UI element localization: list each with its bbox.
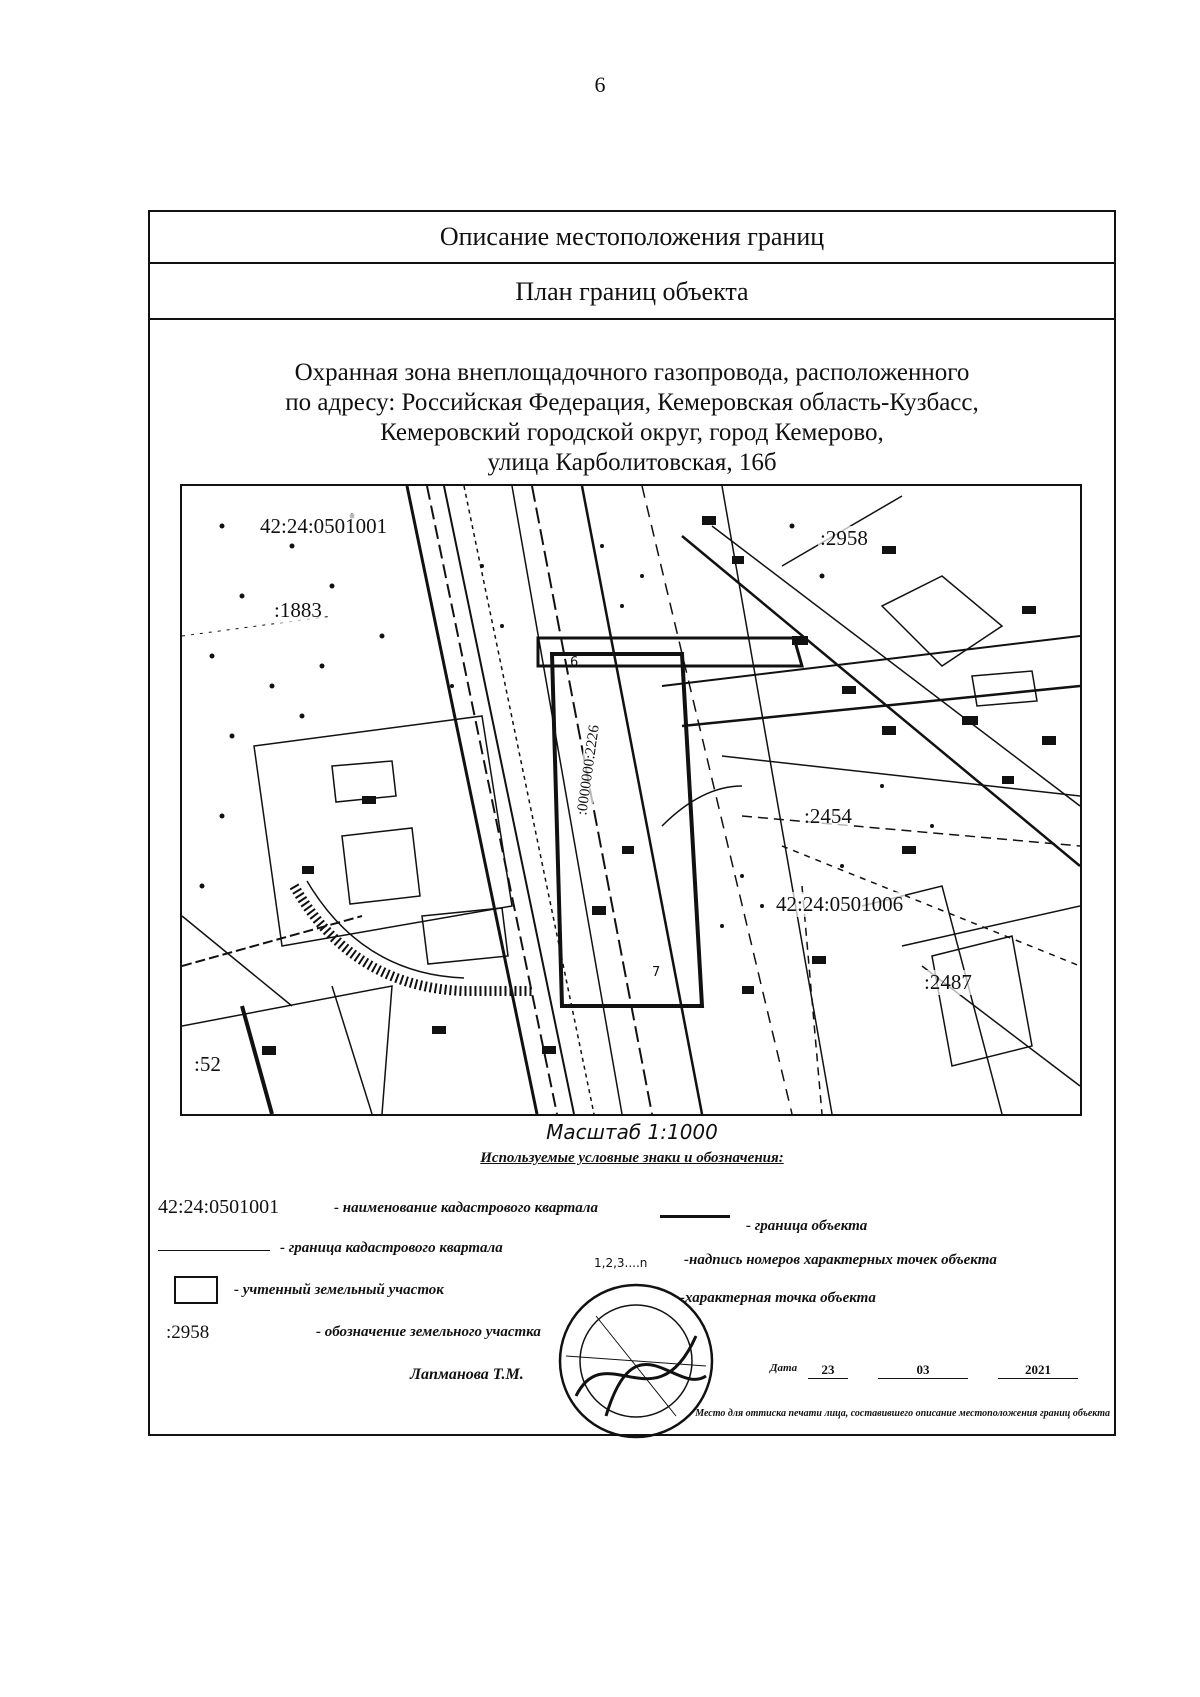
map-label-parcel-1883: :1883 — [274, 598, 322, 622]
legend-title: Используемые условные знаки и обозначения: — [480, 1150, 784, 1166]
legend-char-point-text: -характерная точка объекта — [680, 1290, 876, 1306]
page-number: 6 — [594, 72, 606, 97]
seal-stamp — [536, 1276, 736, 1446]
object-description — [150, 358, 1114, 478]
map-label-parcel-2454: :2454 — [804, 804, 852, 828]
map-label-parcel-2958: :2958 — [820, 526, 868, 550]
legend-quarter-name-text: - наименование кадастрового квартала — [334, 1200, 599, 1216]
object-line-1: Охранная зона внеплощадочного газопровода, расположенного — [294, 359, 970, 386]
document-frame — [148, 210, 1116, 1436]
legend-point-numbers-text: -надпись номеров характерных точек объекта — [684, 1252, 997, 1268]
map-label-parcel-2487: :2487 — [924, 970, 972, 994]
stamp-caption: Место для оттиска печати лица, составившего описание местоположения границ объекта — [695, 1408, 1110, 1419]
map-label-parcel-52: :52 — [194, 1052, 221, 1076]
date-month: 03 — [878, 1362, 968, 1379]
legend-quarter-code: 42:24:0501001 — [158, 1196, 280, 1218]
date-day: 23 — [808, 1362, 848, 1379]
map-label-quarter-2: 42:24:0501006 — [776, 892, 904, 916]
point-number-6: 6 — [570, 655, 579, 670]
object-line-3: Кемеровский городской округ, город Кемерово, — [380, 419, 884, 446]
legend-point-numbers-code: 1,2,3....n — [594, 1256, 648, 1270]
map-scale: Масштаб 1:1000 — [546, 1120, 718, 1144]
map-label-quarter-1: 42:24:0501001 — [260, 514, 388, 538]
signer-name: Лапманова Т.М. — [410, 1366, 524, 1383]
point-number-7: 7 — [652, 965, 661, 980]
legend-object-boundary-text: - граница объекта — [746, 1218, 868, 1234]
legend-parcel-box — [174, 1276, 218, 1304]
date-label: Дата — [770, 1362, 798, 1374]
legend-quarter-boundary-line — [158, 1250, 270, 1251]
section-subtitle: План границ объекта — [150, 264, 1114, 320]
legend-parcel-text: - учтенный земельный участок — [234, 1282, 444, 1298]
date-year: 2021 — [998, 1362, 1078, 1379]
legend-parcel-code-text: - обозначение земельного участка — [316, 1324, 541, 1340]
object-line-2: по адресу: Российская Федерация, Кемеровская область-Кузбасс, — [285, 389, 979, 416]
map-drawing — [182, 486, 1080, 1114]
object-line-4: улица Карболитовская, 16б — [487, 449, 777, 476]
legend-parcel-code: :2958 — [166, 1322, 210, 1343]
section-title: Описание местоположения границ — [150, 212, 1114, 264]
cadastral-map — [180, 484, 1082, 1116]
legend-quarter-boundary-text: - граница кадастрового квартала — [280, 1240, 503, 1256]
legend-object-boundary-line — [660, 1215, 730, 1218]
road-edge-line — [407, 486, 537, 1114]
map-label-parcel-2226: :0000000:2226 — [574, 722, 604, 818]
